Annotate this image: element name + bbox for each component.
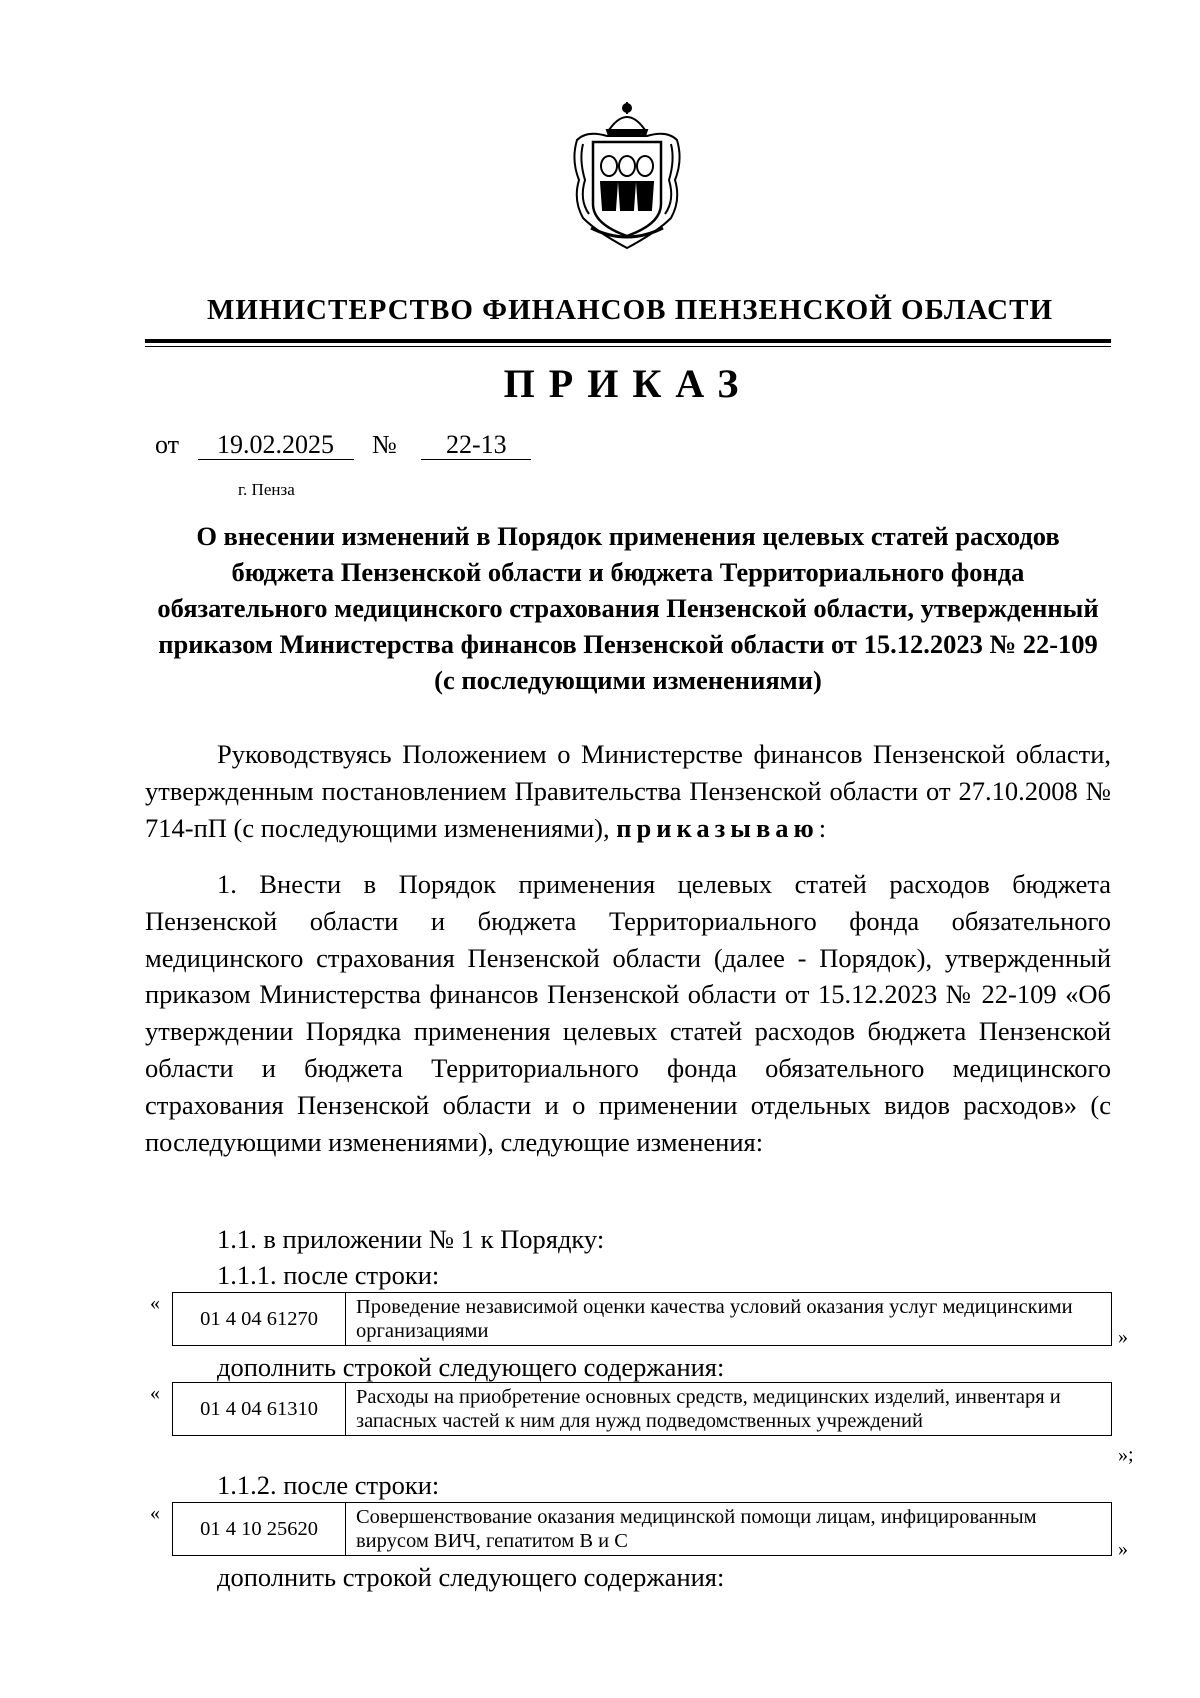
preamble: [145, 736, 1111, 846]
close-quote: »: [1118, 1538, 1128, 1560]
city: г. Пенза: [238, 480, 295, 499]
header-rule-thin: [145, 346, 1111, 347]
item-1-1-1: 1.1.1. после строки:: [217, 1260, 440, 1290]
number-prefix: №: [372, 430, 397, 459]
table-row: [173, 1293, 1112, 1346]
table-cell-code: 01 4 10 25620: [173, 1503, 346, 1556]
ministry-name: МИНИСТЕРСТВО ФИНАНСОВ ПЕНЗЕНСКОЙ ОБЛАСТИ: [206, 294, 1054, 326]
code-table-2: [172, 1382, 1112, 1436]
header-rule-thick: [145, 339, 1111, 343]
table-cell-description: Совершенствование оказания медицинской помощи лицам, инфицированным вирусом ВИЧ, гепатитом В и С: [346, 1503, 1112, 1556]
date-number-line: [155, 430, 531, 460]
open-quote: «: [150, 1382, 160, 1404]
document-date: 19.02.2025: [198, 431, 354, 460]
code-table-1: [172, 1292, 1112, 1346]
item-1: [145, 866, 1111, 1160]
table-row: [173, 1503, 1112, 1556]
table-cell-code: 01 4 04 61310: [173, 1383, 346, 1436]
coat-of-arms-emblem: [567, 100, 687, 250]
add-row-instruction: дополнить строкой следующего содержания:: [217, 1562, 725, 1592]
item-1-text: 1. Внести в Порядок применения целевых статей расходов бюджета Пензенской области и бюджета Территориального фонда обязательного медицинского страхования Пензенской области (далее - Порядок), утвержденный приказом Министерства финансов Пензенской области от 15.12.2023 № 22-109 «Об утверждении Порядка применения целевых статей расходов бюджета Пензенской области и бюджета Территориального фонда обязательного медицинского страхования Пензенской области и о применении отдельных видов расходов» (с последующими изменениями), следующие изменения:: [145, 869, 1111, 1157]
date-prefix: от: [155, 430, 180, 459]
close-quote-semicolon: »;: [1118, 1444, 1134, 1466]
add-row-instruction: дополнить строкой следующего содержания:: [217, 1352, 725, 1382]
table-row: [173, 1383, 1112, 1436]
document-number: 22-13: [421, 431, 531, 460]
item-1-1-2: 1.1.2. после строки:: [217, 1470, 440, 1500]
preamble-text: Руководствуясь Положением о Министерстве финансов Пензенской области, утвержденным постановлением Правительства Пензенской области от 27.10.2008 № 714-пП (с последующими изменениями),: [145, 739, 1111, 843]
open-quote: «: [150, 1292, 160, 1314]
close-quote: »: [1118, 1326, 1128, 1348]
table-cell-description: Проведение независимой оценки качества условий оказания услуг медицинскими организациями: [346, 1293, 1112, 1346]
table-cell-description: Расходы на приобретение основных средств, медицинских изделий, инвентаря и запасных частей к ним для нужд подведомственных учреждений: [346, 1383, 1112, 1436]
code-table-3: [172, 1502, 1112, 1556]
order-word: приказываю: [616, 812, 819, 843]
document-type: ПРИКАЗ: [503, 361, 753, 406]
item-1-1: 1.1. в приложении № 1 к Порядку:: [217, 1224, 605, 1254]
preamble-tail: :: [818, 812, 827, 843]
document-title: О внесении изменений в Порядок применения целевых статей расходов бюджета Пензенской области и бюджета Территориального фонда обязательного медицинского страхования Пензенской области, утвержденный приказом Министерства финансов Пензенской области от 15.12.2023 № 22-109 (с последующими изменениями): [157, 521, 1099, 695]
table-cell-code: 01 4 04 61270: [173, 1293, 346, 1346]
open-quote: «: [150, 1502, 160, 1524]
